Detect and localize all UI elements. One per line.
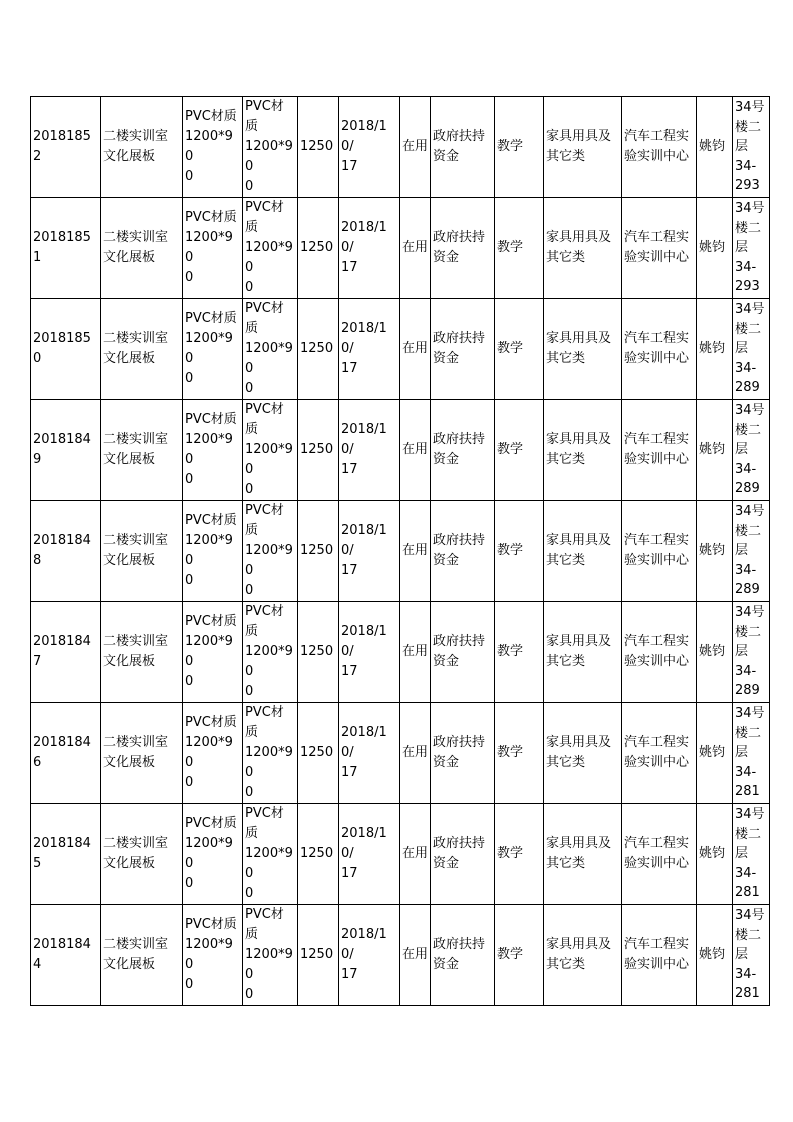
funding-source-cell: 政府扶持 资金 [431, 501, 495, 602]
department-cell: 汽车工程实 验实训中心 [622, 703, 697, 804]
usage-status-cell: 在用 [400, 905, 431, 1006]
acquired-date-cell: 2018/10/ 17 [339, 602, 400, 703]
asset-name-cell: 二楼实训室 文化展板 [101, 602, 183, 703]
asset-spec-cell: PVC材 质 1200*90 0 [243, 905, 298, 1006]
asset-price-cell: 1250 [298, 97, 339, 198]
asset-category-cell: 家具用具及 其它类 [544, 602, 622, 703]
funding-source-cell: 政府扶持 资金 [431, 400, 495, 501]
asset-table-body [31, 97, 770, 1006]
storage-location-cell: 34号 楼二 层 34- 289 [733, 501, 770, 602]
usage-direction-cell: 教学 [495, 602, 544, 703]
storage-location-cell: 34号 楼二 层 34- 289 [733, 400, 770, 501]
custodian-cell: 姚钧 [697, 905, 733, 1006]
usage-status-cell: 在用 [400, 804, 431, 905]
asset-model-cell: PVC材质 1200*90 0 [183, 905, 243, 1006]
asset-id-cell: 20181851 [31, 198, 101, 299]
storage-location-cell: 34号 楼二 层 34- 281 [733, 804, 770, 905]
acquired-date-cell: 2018/10/ 17 [339, 501, 400, 602]
asset-spec-cell: PVC材 质 1200*90 0 [243, 804, 298, 905]
usage-status-cell: 在用 [400, 501, 431, 602]
asset-name-cell: 二楼实训室 文化展板 [101, 299, 183, 400]
storage-location-cell: 34号 楼二 层 34- 281 [733, 905, 770, 1006]
usage-direction-cell: 教学 [495, 501, 544, 602]
asset-price-cell: 1250 [298, 400, 339, 501]
asset-id-cell: 20181852 [31, 97, 101, 198]
asset-name-cell: 二楼实训室 文化展板 [101, 198, 183, 299]
asset-model-cell: PVC材质 1200*90 0 [183, 804, 243, 905]
asset-price-cell: 1250 [298, 198, 339, 299]
funding-source-cell: 政府扶持 资金 [431, 804, 495, 905]
department-cell: 汽车工程实 验实训中心 [622, 400, 697, 501]
acquired-date-cell: 2018/10/ 17 [339, 97, 400, 198]
asset-name-cell: 二楼实训室 文化展板 [101, 804, 183, 905]
asset-category-cell: 家具用具及 其它类 [544, 804, 622, 905]
asset-model-cell: PVC材质 1200*90 0 [183, 400, 243, 501]
asset-id-cell: 20181847 [31, 602, 101, 703]
storage-location-cell: 34号 楼二 层 34- 293 [733, 97, 770, 198]
asset-price-cell: 1250 [298, 905, 339, 1006]
table-row [31, 703, 770, 804]
department-cell: 汽车工程实 验实训中心 [622, 97, 697, 198]
usage-direction-cell: 教学 [495, 299, 544, 400]
asset-price-cell: 1250 [298, 804, 339, 905]
acquired-date-cell: 2018/10/ 17 [339, 400, 400, 501]
custodian-cell: 姚钧 [697, 501, 733, 602]
department-cell: 汽车工程实 验实训中心 [622, 299, 697, 400]
asset-id-cell: 20181846 [31, 703, 101, 804]
asset-spec-cell: PVC材 质 1200*90 0 [243, 299, 298, 400]
asset-price-cell: 1250 [298, 299, 339, 400]
table-row [31, 198, 770, 299]
custodian-cell: 姚钧 [697, 299, 733, 400]
asset-category-cell: 家具用具及 其它类 [544, 299, 622, 400]
usage-status-cell: 在用 [400, 299, 431, 400]
asset-id-cell: 20181844 [31, 905, 101, 1006]
acquired-date-cell: 2018/10/ 17 [339, 804, 400, 905]
asset-price-cell: 1250 [298, 703, 339, 804]
storage-location-cell: 34号 楼二 层 34- 289 [733, 602, 770, 703]
department-cell: 汽车工程实 验实训中心 [622, 198, 697, 299]
custodian-cell: 姚钧 [697, 602, 733, 703]
asset-category-cell: 家具用具及 其它类 [544, 905, 622, 1006]
storage-location-cell: 34号 楼二 层 34- 281 [733, 703, 770, 804]
asset-price-cell: 1250 [298, 501, 339, 602]
usage-direction-cell: 教学 [495, 804, 544, 905]
custodian-cell: 姚钧 [697, 400, 733, 501]
usage-status-cell: 在用 [400, 602, 431, 703]
asset-name-cell: 二楼实训室 文化展板 [101, 400, 183, 501]
custodian-cell: 姚钧 [697, 804, 733, 905]
table-row [31, 299, 770, 400]
usage-status-cell: 在用 [400, 97, 431, 198]
department-cell: 汽车工程实 验实训中心 [622, 501, 697, 602]
asset-id-cell: 20181848 [31, 501, 101, 602]
department-cell: 汽车工程实 验实训中心 [622, 602, 697, 703]
acquired-date-cell: 2018/10/ 17 [339, 905, 400, 1006]
asset-category-cell: 家具用具及 其它类 [544, 198, 622, 299]
funding-source-cell: 政府扶持 资金 [431, 198, 495, 299]
usage-direction-cell: 教学 [495, 198, 544, 299]
asset-category-cell: 家具用具及 其它类 [544, 97, 622, 198]
usage-direction-cell: 教学 [495, 97, 544, 198]
asset-table [30, 96, 770, 1006]
asset-model-cell: PVC材质 1200*90 0 [183, 703, 243, 804]
usage-status-cell: 在用 [400, 198, 431, 299]
asset-spec-cell: PVC材 质 1200*90 0 [243, 198, 298, 299]
asset-model-cell: PVC材质 1200*90 0 [183, 501, 243, 602]
custodian-cell: 姚钧 [697, 198, 733, 299]
funding-source-cell: 政府扶持 资金 [431, 905, 495, 1006]
asset-spec-cell: PVC材 质 1200*90 0 [243, 602, 298, 703]
asset-price-cell: 1250 [298, 602, 339, 703]
asset-spec-cell: PVC材 质 1200*90 0 [243, 501, 298, 602]
funding-source-cell: 政府扶持 资金 [431, 602, 495, 703]
asset-model-cell: PVC材质 1200*90 0 [183, 97, 243, 198]
asset-name-cell: 二楼实训室 文化展板 [101, 97, 183, 198]
asset-category-cell: 家具用具及 其它类 [544, 400, 622, 501]
asset-spec-cell: PVC材 质 1200*90 0 [243, 703, 298, 804]
asset-model-cell: PVC材质 1200*90 0 [183, 602, 243, 703]
asset-id-cell: 20181845 [31, 804, 101, 905]
usage-direction-cell: 教学 [495, 703, 544, 804]
asset-category-cell: 家具用具及 其它类 [544, 703, 622, 804]
asset-model-cell: PVC材质 1200*90 0 [183, 299, 243, 400]
funding-source-cell: 政府扶持 资金 [431, 703, 495, 804]
funding-source-cell: 政府扶持 资金 [431, 299, 495, 400]
asset-spec-cell: PVC材 质 1200*90 0 [243, 97, 298, 198]
usage-direction-cell: 教学 [495, 400, 544, 501]
usage-status-cell: 在用 [400, 703, 431, 804]
department-cell: 汽车工程实 验实训中心 [622, 905, 697, 1006]
custodian-cell: 姚钧 [697, 703, 733, 804]
acquired-date-cell: 2018/10/ 17 [339, 198, 400, 299]
usage-direction-cell: 教学 [495, 905, 544, 1006]
custodian-cell: 姚钧 [697, 97, 733, 198]
asset-category-cell: 家具用具及 其它类 [544, 501, 622, 602]
asset-spec-cell: PVC材 质 1200*90 0 [243, 400, 298, 501]
asset-name-cell: 二楼实训室 文化展板 [101, 703, 183, 804]
asset-id-cell: 20181849 [31, 400, 101, 501]
storage-location-cell: 34号 楼二 层 34- 289 [733, 299, 770, 400]
acquired-date-cell: 2018/10/ 17 [339, 703, 400, 804]
acquired-date-cell: 2018/10/ 17 [339, 299, 400, 400]
department-cell: 汽车工程实 验实训中心 [622, 804, 697, 905]
usage-status-cell: 在用 [400, 400, 431, 501]
table-row [31, 97, 770, 198]
asset-id-cell: 20181850 [31, 299, 101, 400]
table-row [31, 905, 770, 1006]
table-row [31, 804, 770, 905]
table-row [31, 501, 770, 602]
asset-name-cell: 二楼实训室 文化展板 [101, 905, 183, 1006]
storage-location-cell: 34号 楼二 层 34- 293 [733, 198, 770, 299]
asset-model-cell: PVC材质 1200*90 0 [183, 198, 243, 299]
table-row [31, 602, 770, 703]
funding-source-cell: 政府扶持 资金 [431, 97, 495, 198]
table-row [31, 400, 770, 501]
asset-name-cell: 二楼实训室 文化展板 [101, 501, 183, 602]
